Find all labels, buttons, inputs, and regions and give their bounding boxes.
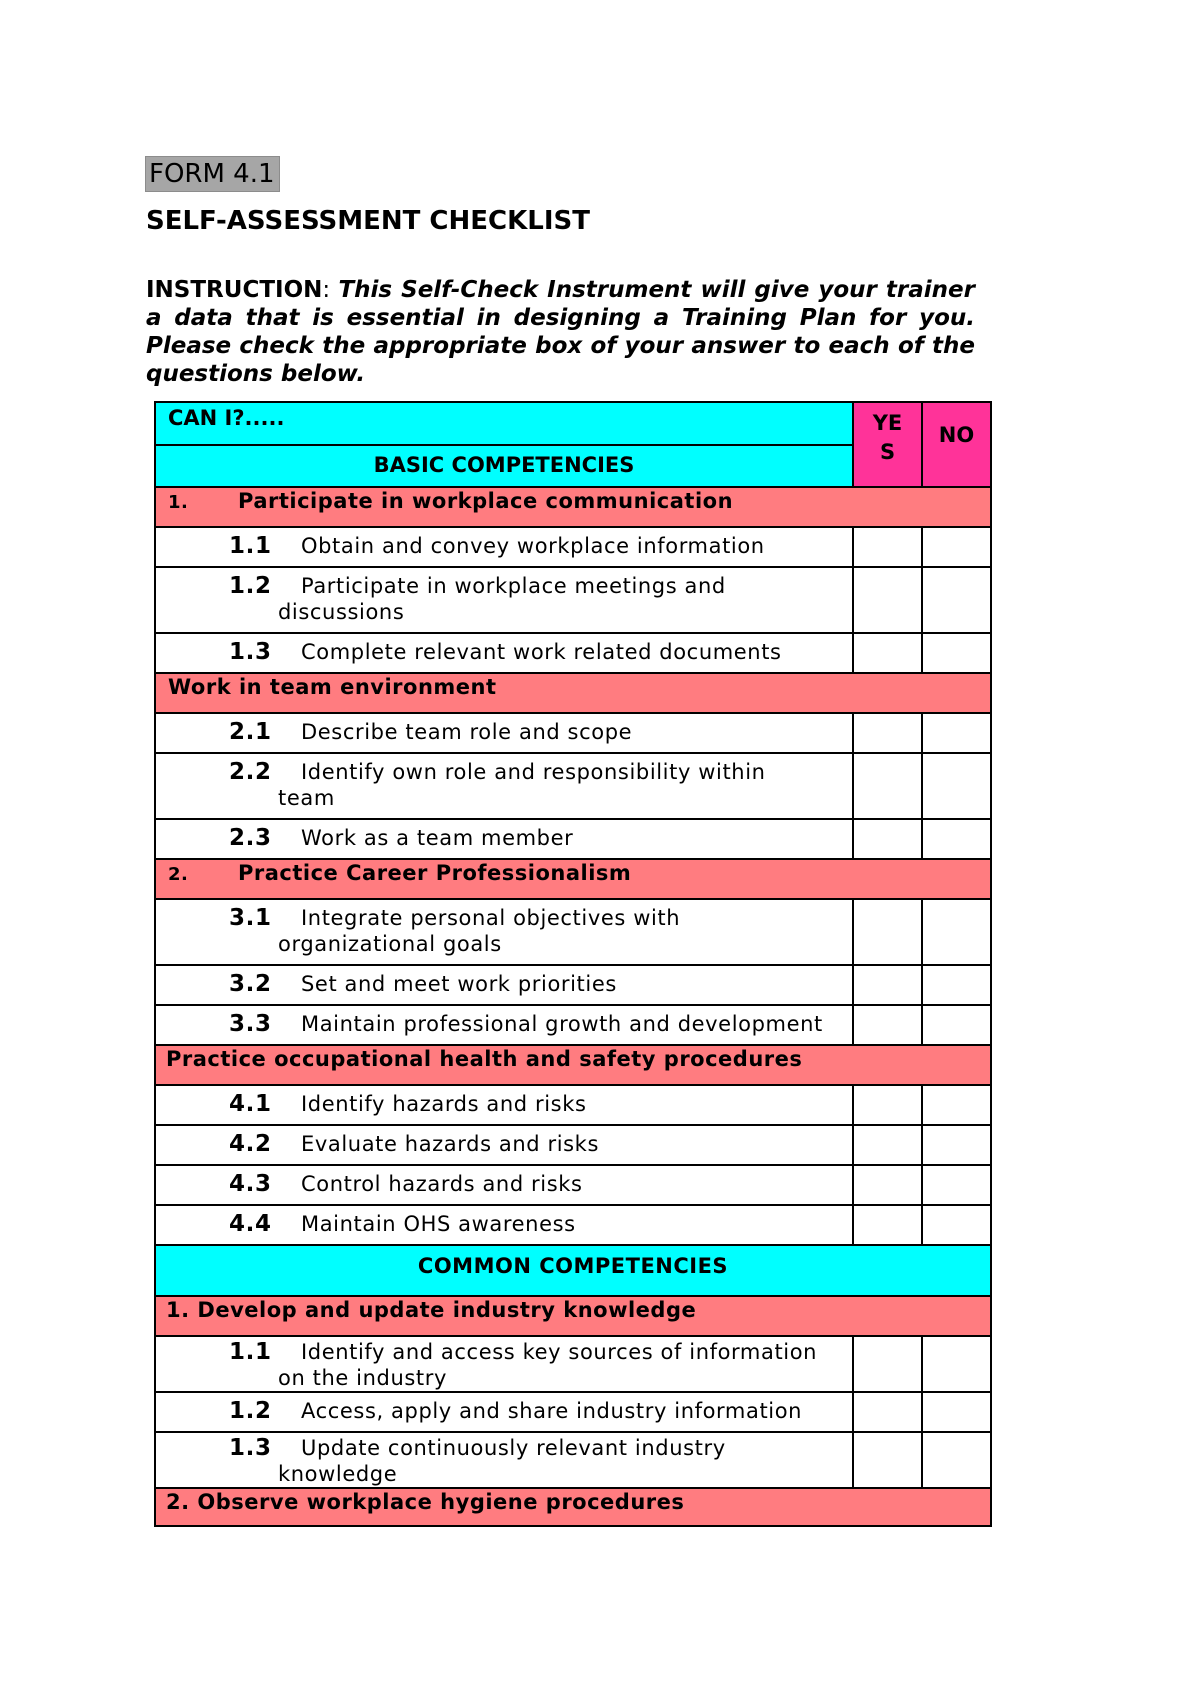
item-text-cont: knowledge (278, 1462, 398, 1486)
yes-checkbox[interactable] (853, 1336, 922, 1392)
table-row (155, 899, 991, 965)
section-number: 2. (168, 864, 189, 885)
item-number: 3.1 (229, 905, 272, 931)
no-checkbox[interactable] (922, 633, 991, 673)
item-text: Evaluate hazards and risks (301, 1132, 599, 1156)
section-title-text: Work in team environment (168, 675, 497, 699)
item-text-cont: on the industry (278, 1366, 447, 1390)
instruction-paragraph (146, 276, 975, 388)
item-number: 2.1 (229, 719, 272, 745)
competency-cell (155, 1005, 853, 1045)
competency-cell (155, 713, 853, 753)
item-text: Control hazards and risks (301, 1172, 583, 1196)
table-row (155, 753, 991, 819)
yes-header-line2: S (879, 440, 896, 464)
section-row (155, 1296, 991, 1336)
competency-cell (155, 1165, 853, 1205)
no-checkbox[interactable] (922, 713, 991, 753)
competency-cell (155, 1392, 853, 1432)
item-text: Complete relevant work related documents (301, 640, 782, 664)
item-text-cont: discussions (278, 600, 405, 624)
section-row (155, 487, 991, 527)
table-row (155, 1165, 991, 1205)
no-column-header: NO (922, 402, 991, 487)
item-text: Identify own role and responsibility within (301, 760, 766, 784)
table-row (155, 819, 991, 859)
item-text: Work as a team member (301, 826, 574, 850)
no-checkbox[interactable] (922, 753, 991, 819)
table-row (155, 1085, 991, 1125)
item-text: Obtain and convey workplace information (301, 534, 765, 558)
item-number: 2.2 (229, 759, 272, 785)
table-row (155, 1432, 991, 1488)
item-number: 4.2 (229, 1131, 272, 1157)
item-number: 4.3 (229, 1171, 272, 1197)
table-row (155, 965, 991, 1005)
no-checkbox[interactable] (922, 1392, 991, 1432)
no-checkbox[interactable] (922, 1432, 991, 1488)
yes-checkbox[interactable] (853, 567, 922, 633)
table-row (155, 527, 991, 567)
yes-checkbox[interactable] (853, 713, 922, 753)
yes-checkbox[interactable] (853, 819, 922, 859)
yes-column-header (853, 402, 922, 487)
no-checkbox[interactable] (922, 567, 991, 633)
competency-cell (155, 567, 853, 633)
item-text: Participate in workplace meetings and (301, 574, 726, 598)
yes-checkbox[interactable] (853, 1005, 922, 1045)
competency-cell (155, 1432, 853, 1488)
competency-cell (155, 1085, 853, 1125)
table-row (155, 1005, 991, 1045)
yes-checkbox[interactable] (853, 527, 922, 567)
competency-cell (155, 527, 853, 567)
section-title-text: 1. Develop and update industry knowledge (166, 1298, 697, 1322)
section-title (155, 1045, 991, 1085)
item-text: Integrate personal objectives with (301, 906, 681, 930)
item-text-cont: team (278, 786, 335, 810)
item-text: Maintain OHS awareness (301, 1212, 576, 1236)
yes-checkbox[interactable] (853, 753, 922, 819)
yes-checkbox[interactable] (853, 1085, 922, 1125)
instruction-label: INSTRUCTION (146, 277, 323, 303)
item-text: Access, apply and share industry information (301, 1399, 803, 1423)
item-number: 1.2 (229, 1398, 272, 1424)
no-checkbox[interactable] (922, 1205, 991, 1245)
item-number: 1.1 (229, 533, 272, 559)
header-row-can-i (155, 402, 991, 445)
section-title (155, 673, 991, 713)
yes-checkbox[interactable] (853, 1392, 922, 1432)
common-competencies-heading: COMMON COMPETENCIES (155, 1245, 991, 1296)
no-checkbox[interactable] (922, 1336, 991, 1392)
section-title-text: 2. Observe workplace hygiene procedures (166, 1490, 685, 1514)
yes-checkbox[interactable] (853, 633, 922, 673)
section-title-text: Participate in workplace communication (238, 489, 734, 513)
yes-checkbox[interactable] (853, 1125, 922, 1165)
no-checkbox[interactable] (922, 1125, 991, 1165)
table-row (155, 1336, 991, 1392)
instruction-text: This Self-Check Instrument will give your trainer a data that is essential in designing a Training Plan for you. Please check the appropriate box of your answer to each of the questions below. (146, 277, 975, 387)
item-number: 1.3 (229, 1435, 272, 1461)
competency-cell (155, 965, 853, 1005)
competency-cell (155, 1125, 853, 1165)
item-number: 4.4 (229, 1211, 272, 1237)
item-number: 2.3 (229, 825, 272, 851)
checklist-table (154, 401, 992, 1527)
section-title-text: Practice occupational health and safety procedures (166, 1047, 803, 1071)
section-row (155, 1488, 991, 1526)
section-row (155, 1045, 991, 1085)
competency-cell (155, 819, 853, 859)
yes-header-line1: YE (872, 411, 903, 435)
item-text: Identify and access key sources of information (301, 1340, 818, 1364)
header-row-common (155, 1245, 991, 1296)
section-title (155, 1488, 991, 1526)
competency-cell (155, 633, 853, 673)
table-row (155, 1125, 991, 1165)
item-number: 3.2 (229, 971, 272, 997)
section-title (155, 487, 991, 527)
section-title-text: Practice Career Professionalism (238, 861, 632, 885)
yes-checkbox[interactable] (853, 1432, 922, 1488)
section-row (155, 859, 991, 899)
section-title (155, 1296, 991, 1336)
yes-checkbox[interactable] (853, 965, 922, 1005)
item-number: 4.1 (229, 1091, 272, 1117)
page-title: SELF-ASSESSMENT CHECKLIST (146, 206, 590, 236)
item-number: 1.2 (229, 573, 272, 599)
no-checkbox[interactable] (922, 527, 991, 567)
table-row (155, 1392, 991, 1432)
no-checkbox[interactable] (922, 965, 991, 1005)
item-number: 1.3 (229, 639, 272, 665)
item-text: Set and meet work priorities (301, 972, 617, 996)
item-text-cont: organizational goals (278, 932, 502, 956)
competency-cell (155, 753, 853, 819)
item-text: Describe team role and scope (301, 720, 633, 744)
section-number: 1. (168, 492, 189, 513)
item-number: 3.3 (229, 1011, 272, 1037)
instruction-colon: : (322, 277, 339, 303)
yes-checkbox[interactable] (853, 1165, 922, 1205)
competency-cell (155, 1205, 853, 1245)
no-checkbox[interactable] (922, 1085, 991, 1125)
table-row (155, 1205, 991, 1245)
yes-checkbox[interactable] (853, 1205, 922, 1245)
competency-cell (155, 1336, 853, 1392)
no-checkbox[interactable] (922, 899, 991, 965)
item-text: Update continuously relevant industry (301, 1436, 726, 1460)
item-number: 1.1 (229, 1339, 272, 1365)
competency-cell (155, 899, 853, 965)
no-checkbox[interactable] (922, 1005, 991, 1045)
yes-checkbox[interactable] (853, 899, 922, 965)
no-checkbox[interactable] (922, 1165, 991, 1205)
basic-competencies-heading: BASIC COMPETENCIES (155, 445, 853, 487)
table-row (155, 713, 991, 753)
section-title (155, 859, 991, 899)
form-label: FORM 4.1 (145, 156, 280, 192)
item-text: Maintain professional growth and development (301, 1012, 823, 1036)
can-i-header: CAN I?..... (155, 402, 853, 445)
item-text: Identify hazards and risks (301, 1092, 587, 1116)
section-row (155, 673, 991, 713)
table-row (155, 633, 991, 673)
no-checkbox[interactable] (922, 819, 991, 859)
table-row (155, 567, 991, 633)
